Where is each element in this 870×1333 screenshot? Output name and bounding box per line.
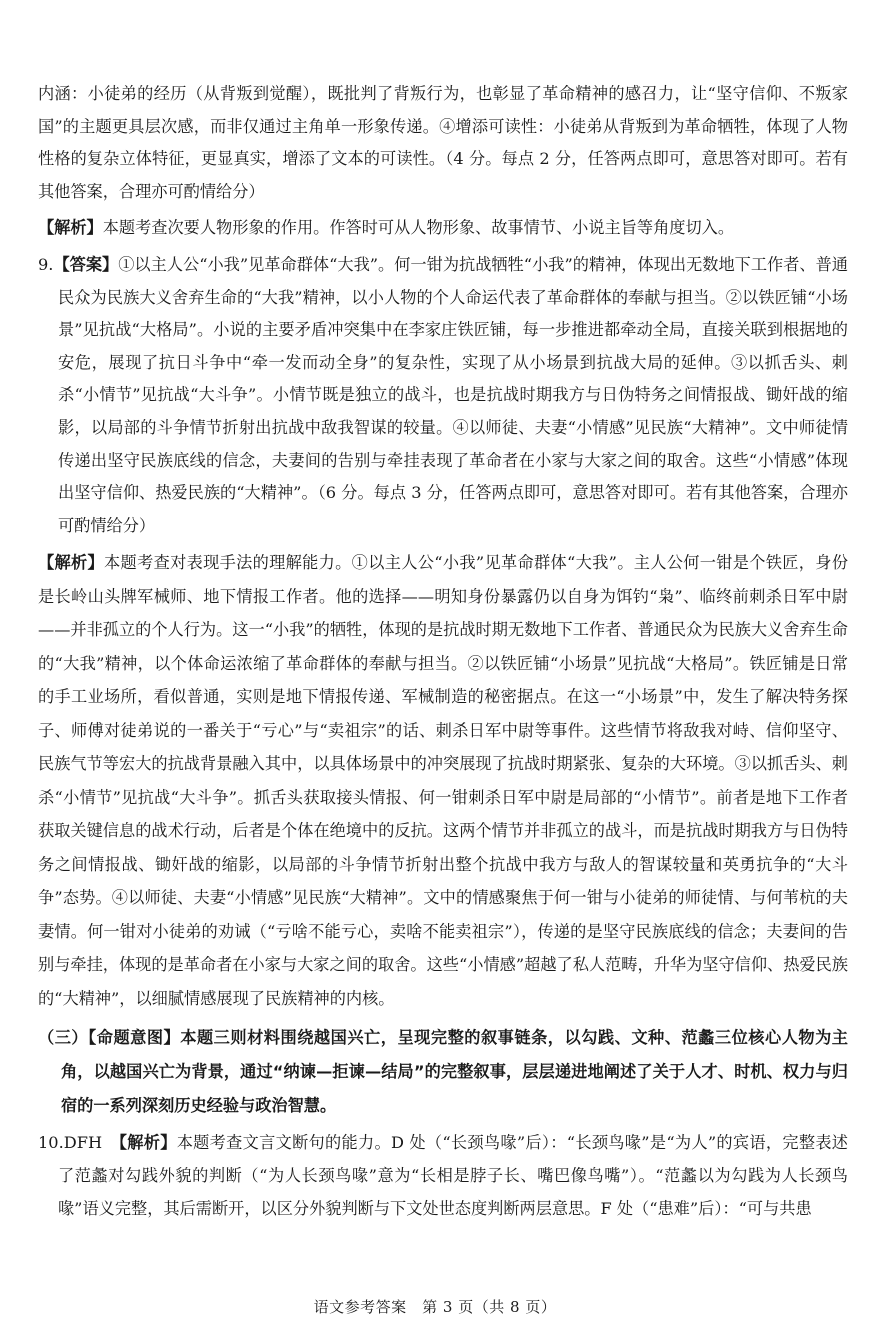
analysis-text: 本题考查次要人物形象的作用。作答时可从人物形象、故事情节、小说主旨等角度切入。 [102, 218, 735, 238]
section-label: （三） [38, 1028, 89, 1048]
continuation-text: 内涵：小徒弟的经历（从背叛到觉醒），既批判了背叛行为，也彰显了革命精神的感召力，让“坚守信仰、不叛家国”的主题更具层次感，而非仅通过主角单一形象传递。④增添可读性：小徒弟从背叛到为革命牺牲，体现了人物性格的复杂立体特征，更显真实，增添了文本的可读性。（4 分。每点 2 分，任答两点即可，意思答对即可。若有其他答案，合理亦可酌情给分） [38, 84, 848, 201]
q8-answer-continuation [38, 78, 848, 208]
question-number: 9. [38, 254, 54, 274]
section-3-intent [38, 1021, 848, 1123]
analysis-tag: 【解析】 [118, 1133, 177, 1153]
analysis-text: 本题考查对表现手法的理解能力。①以主人公“小我”见革命群体“大我”。主人公何一钳是个铁匠，身份是长岭山头牌军械师、地下情报工作者。他的选择——明知身份暴露仍以自身为饵钓“枭”、临终前刺杀日军中尉——并非孤立的个人行为。这一“小我”的牺牲，体现的是抗战时期无数地下工作者、普通民众为民族大义舍弃生命的“大我”精神，以个体命运浓缩了革命群体的奉献与担当。②以铁匠铺“小场景”见抗战“大格局”。铁匠铺是日常的手工业场所，看似普通，实则是地下情报传递、军械制造的秘密据点。在这一“小场景”中，发生了解决特务探子、师傅对徒弟说的一番关于“亏心”与“卖祖宗”的话、刺杀日军中尉等事件。这些情节将敌我对峙、信仰坚守、民族气节等宏大的抗战背景融入其中，以具体场景中的冲突展现了抗战时期紧张、复杂的大环境。③以抓舌头、刺杀“小情节”见抗战“大斗争”。抓舌头获取接头情报、何一钳刺杀日军中尉是局部的“小情节”。前者是地下工作者获取关键信息的战术行动，后者是个体在绝境中的反抗。这两个情节并非孤立的战斗，而是抗战时期我方与日伪特务之间情报战、锄奸战的缩影，以局部的斗争情节折射出整个抗战中我方与敌人的智谋较量和英勇抗争的“大斗争”态势。④以师徒、夫妻“小情感”见民族“大精神”。文中的情感聚焦于何一钳与小徒弟的师徒情、与何苇杭的夫妻情。何一钳对小徒弟的劝诫（“亏啥不能亏心，卖啥不能卖祖宗”），传递的是坚守民族底线的信念；夫妻间的告别与牵挂，体现的是革命者在小家与大家之间的取舍。这些“小情感”超越了私人范畴，升华为坚守信仰、热爱民族的“大精神”，以细腻情感展现了民族精神的内核。 [38, 553, 849, 1008]
intent-text: 本题三则材料围绕越国兴亡，呈现完整的叙事链条，以勾践、文种、范蠡三位核心人物为主角，以越国兴亡为背景，通过“纳谏—拒谏—结局”的完整叙事，层层递进地阐述了关于人才、时机、权力与归宿的一系列深刻历史经验与政治智慧。 [61, 1028, 848, 1116]
question-number: 10. [38, 1133, 64, 1153]
answer-tag: 【答案】 [53, 254, 119, 274]
intent-tag: 【命题意图】 [88, 1028, 181, 1048]
q9-analysis [38, 546, 848, 1015]
document-page [38, 78, 848, 1225]
answer-text: ①以主人公“小我”见革命群体“大我”。何一钳为抗战牺牲“小我”的精神，体现出无数地下工作者、普通民众为民族大义舍弃生命的“大我”精神，以小人物的个人命运代表了革命群体的奉献与担当。②以铁匠铺“小场景”见抗战“大格局”。小说的主要矛盾冲突集中在李家庄铁匠铺，每一步推进都牵动全局，直接关联到根据地的安危，展现了抗日斗争中“牵一发而动全身”的复杂性，实现了从小场景到抗战大局的延伸。③以抓舌头、刺杀“小情节”见抗战“大斗争”。小情节既是独立的战斗，也是抗战时期我方与日伪特务之间情报战、锄奸战的缩影，以局部的斗争情节折射出抗战中敌我智谋的较量。④以师徒、夫妻“小情感”见民族“大精神”。文中师徒情传递出坚守民族底线的信念，夫妻间的告别与牵挂表现了革命者在小家与大家之间的取舍。这些“小情感”体现出坚守信仰、热爱民族的“大精神”。（6 分。每点 3 分，任答两点即可，意思答对即可。若有其他答案，合理亦可酌情给分） [58, 254, 848, 535]
q8-analysis [38, 212, 848, 245]
analysis-tag: 【解析】 [38, 218, 103, 238]
answer-letters: DFH [63, 1133, 103, 1153]
q9-answer [38, 249, 848, 542]
q10-answer [38, 1127, 848, 1225]
page-footer: 语文参考答案 第 3 页（共 8 页） [313, 1298, 557, 1316]
analysis-tag: 【解析】 [38, 553, 105, 573]
analysis-text: 本题考查文言文断句的能力。D 处（“长颈鸟喙”后）：“长颈鸟喙”是“为人”的宾语，完整表述了范蠡对勾践外貌的判断（“为人长颈鸟喙”意为“长相是脖子长、嘴巴像鸟嘴”）。“范蠡以为勾践为人长颈鸟喙”语义完整，其后需断开，以区分外貌判断与下文处世态度判断两层意思。F 处（“患难”后）：“可与共患 [58, 1133, 848, 1218]
